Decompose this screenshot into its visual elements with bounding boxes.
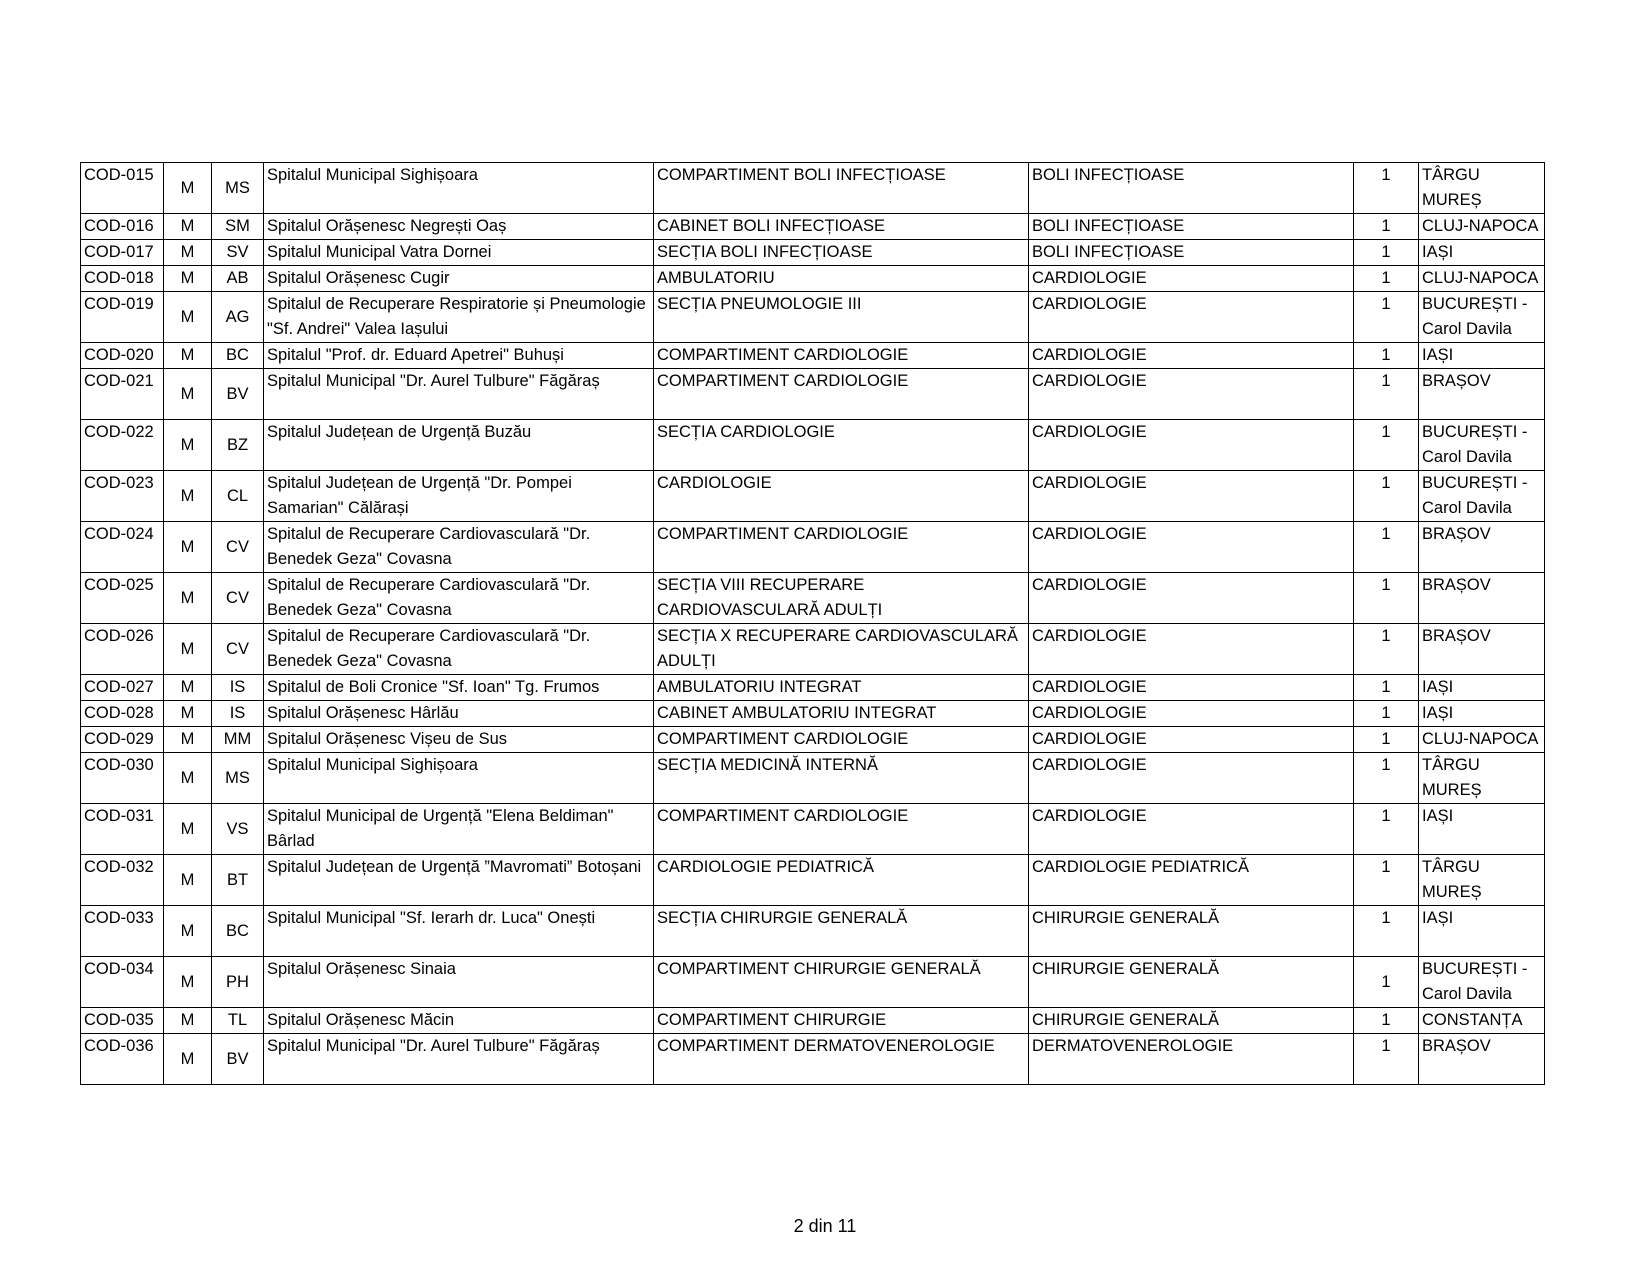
cell-center: IAȘI bbox=[1419, 906, 1545, 957]
cell-section: SECȚIA X RECUPERARE CARDIOVASCULARĂ ADULȚI bbox=[654, 624, 1029, 675]
cell-section: SECȚIA CARDIOLOGIE bbox=[654, 420, 1029, 471]
cell-specialty: CHIRURGIE GENERALĂ bbox=[1029, 957, 1354, 1008]
cell-center: IAȘI bbox=[1419, 675, 1545, 701]
cell-center: CLUJ-NAPOCA bbox=[1419, 266, 1545, 292]
cell-county: MS bbox=[212, 163, 264, 214]
cell-code: COD-027 bbox=[81, 675, 164, 701]
table-row bbox=[81, 369, 1545, 420]
cell-center: BRAȘOV bbox=[1419, 1034, 1545, 1085]
cell-hospital: Spitalul de Recuperare Cardiovasculară "Dr. Benedek Geza" Covasna bbox=[264, 522, 654, 573]
table-row bbox=[81, 701, 1545, 727]
cell-count: 1 bbox=[1354, 855, 1419, 906]
cell-center: BUCUREȘTI - Carol Davila bbox=[1419, 957, 1545, 1008]
cell-sex: M bbox=[164, 471, 212, 522]
cell-hospital: Spitalul Județean de Urgență ”Mavromati” Botoșani bbox=[264, 855, 654, 906]
cell-code: COD-036 bbox=[81, 1034, 164, 1085]
cell-county: TL bbox=[212, 1008, 264, 1034]
cell-center: BUCUREȘTI - Carol Davila bbox=[1419, 471, 1545, 522]
cell-sex: M bbox=[164, 624, 212, 675]
cell-section: SECȚIA PNEUMOLOGIE III bbox=[654, 292, 1029, 343]
cell-count: 1 bbox=[1354, 266, 1419, 292]
cell-sex: M bbox=[164, 804, 212, 855]
cell-count: 1 bbox=[1354, 1034, 1419, 1085]
cell-sex: M bbox=[164, 343, 212, 369]
cell-center: BRAȘOV bbox=[1419, 369, 1545, 420]
cell-code: COD-022 bbox=[81, 420, 164, 471]
cell-section: SECȚIA VIII RECUPERARE CARDIOVASCULARĂ ADULȚI bbox=[654, 573, 1029, 624]
cell-code: COD-030 bbox=[81, 753, 164, 804]
cell-code: COD-019 bbox=[81, 292, 164, 343]
cell-sex: M bbox=[164, 522, 212, 573]
cell-code: COD-024 bbox=[81, 522, 164, 573]
cell-count: 1 bbox=[1354, 471, 1419, 522]
cell-hospital: Spitalul Municipal "Sf. Ierarh dr. Luca" Onești bbox=[264, 906, 654, 957]
positions-table bbox=[80, 162, 1545, 1085]
table-row bbox=[81, 343, 1545, 369]
table-row bbox=[81, 855, 1545, 906]
cell-code: COD-035 bbox=[81, 1008, 164, 1034]
cell-sex: M bbox=[164, 266, 212, 292]
cell-hospital: Spitalul Municipal Sighișoara bbox=[264, 163, 654, 214]
cell-center: TÂRGU MUREȘ bbox=[1419, 855, 1545, 906]
cell-code: COD-021 bbox=[81, 369, 164, 420]
table-body bbox=[81, 163, 1545, 1085]
cell-specialty: CARDIOLOGIE bbox=[1029, 343, 1354, 369]
cell-section: SECȚIA BOLI INFECȚIOASE bbox=[654, 240, 1029, 266]
cell-section: CABINET AMBULATORIU INTEGRAT bbox=[654, 701, 1029, 727]
cell-hospital: Spitalul Județean de Urgență Buzău bbox=[264, 420, 654, 471]
cell-section: COMPARTIMENT CHIRURGIE GENERALĂ bbox=[654, 957, 1029, 1008]
table-row bbox=[81, 292, 1545, 343]
cell-section: AMBULATORIU INTEGRAT bbox=[654, 675, 1029, 701]
cell-center: BUCUREȘTI - Carol Davila bbox=[1419, 292, 1545, 343]
table-row bbox=[81, 675, 1545, 701]
cell-hospital: Spitalul de Recuperare Respiratorie și Pneumologie "Sf. Andrei" Valea Iașului bbox=[264, 292, 654, 343]
cell-specialty: CARDIOLOGIE bbox=[1029, 675, 1354, 701]
cell-specialty: CARDIOLOGIE bbox=[1029, 292, 1354, 343]
cell-count: 1 bbox=[1354, 701, 1419, 727]
cell-specialty: CARDIOLOGIE bbox=[1029, 369, 1354, 420]
cell-county: BV bbox=[212, 1034, 264, 1085]
cell-center: IAȘI bbox=[1419, 701, 1545, 727]
cell-center: CONSTANȚA bbox=[1419, 1008, 1545, 1034]
cell-sex: M bbox=[164, 369, 212, 420]
cell-sex: M bbox=[164, 727, 212, 753]
cell-count: 1 bbox=[1354, 957, 1419, 1008]
cell-county: SV bbox=[212, 240, 264, 266]
cell-count: 1 bbox=[1354, 369, 1419, 420]
cell-code: COD-026 bbox=[81, 624, 164, 675]
cell-sex: M bbox=[164, 1008, 212, 1034]
table-row bbox=[81, 163, 1545, 214]
cell-specialty: CARDIOLOGIE bbox=[1029, 753, 1354, 804]
cell-center: TÂRGU MUREȘ bbox=[1419, 163, 1545, 214]
cell-specialty: CARDIOLOGIE bbox=[1029, 420, 1354, 471]
cell-code: COD-029 bbox=[81, 727, 164, 753]
cell-county: BV bbox=[212, 369, 264, 420]
cell-sex: M bbox=[164, 1034, 212, 1085]
cell-center: CLUJ-NAPOCA bbox=[1419, 727, 1545, 753]
cell-section: SECȚIA MEDICINĂ INTERNĂ bbox=[654, 753, 1029, 804]
table-row bbox=[81, 957, 1545, 1008]
cell-center: BUCUREȘTI - Carol Davila bbox=[1419, 420, 1545, 471]
cell-county: MS bbox=[212, 753, 264, 804]
cell-hospital: Spitalul Orășenesc Măcin bbox=[264, 1008, 654, 1034]
cell-code: COD-023 bbox=[81, 471, 164, 522]
cell-county: IS bbox=[212, 675, 264, 701]
cell-specialty: CARDIOLOGIE PEDIATRICĂ bbox=[1029, 855, 1354, 906]
cell-sex: M bbox=[164, 420, 212, 471]
cell-code: COD-016 bbox=[81, 214, 164, 240]
cell-count: 1 bbox=[1354, 906, 1419, 957]
cell-hospital: Spitalul Municipal "Dr. Aurel Tulbure" Făgăraș bbox=[264, 369, 654, 420]
cell-count: 1 bbox=[1354, 420, 1419, 471]
cell-sex: M bbox=[164, 240, 212, 266]
cell-county: CL bbox=[212, 471, 264, 522]
cell-section: COMPARTIMENT CHIRURGIE bbox=[654, 1008, 1029, 1034]
table-row bbox=[81, 906, 1545, 957]
cell-hospital: Spitalul Municipal Vatra Dornei bbox=[264, 240, 654, 266]
cell-county: IS bbox=[212, 701, 264, 727]
page-number: 2 din 11 bbox=[793, 1216, 857, 1236]
table-row bbox=[81, 804, 1545, 855]
cell-code: COD-015 bbox=[81, 163, 164, 214]
cell-hospital: Spitalul de Recuperare Cardiovasculară "Dr. Benedek Geza" Covasna bbox=[264, 573, 654, 624]
cell-specialty: CARDIOLOGIE bbox=[1029, 701, 1354, 727]
cell-county: VS bbox=[212, 804, 264, 855]
cell-section: SECȚIA CHIRURGIE GENERALĂ bbox=[654, 906, 1029, 957]
cell-sex: M bbox=[164, 753, 212, 804]
table-row bbox=[81, 753, 1545, 804]
cell-sex: M bbox=[164, 214, 212, 240]
cell-section: CARDIOLOGIE PEDIATRICĂ bbox=[654, 855, 1029, 906]
table-row bbox=[81, 240, 1545, 266]
cell-center: BRAȘOV bbox=[1419, 573, 1545, 624]
cell-hospital: Spitalul de Boli Cronice "Sf. Ioan" Tg. Frumos bbox=[264, 675, 654, 701]
table-row bbox=[81, 471, 1545, 522]
cell-hospital: Spitalul Municipal "Dr. Aurel Tulbure" Făgăraș bbox=[264, 1034, 654, 1085]
cell-hospital: Spitalul Județean de Urgență "Dr. Pompei Samarian" Călărași bbox=[264, 471, 654, 522]
cell-sex: M bbox=[164, 573, 212, 624]
cell-count: 1 bbox=[1354, 522, 1419, 573]
cell-specialty: CHIRURGIE GENERALĂ bbox=[1029, 906, 1354, 957]
cell-specialty: CARDIOLOGIE bbox=[1029, 624, 1354, 675]
cell-specialty: BOLI INFECȚIOASE bbox=[1029, 163, 1354, 214]
cell-hospital: Spitalul Orășenesc Cugir bbox=[264, 266, 654, 292]
cell-hospital: Spitalul Orășenesc Negrești Oaș bbox=[264, 214, 654, 240]
cell-code: COD-032 bbox=[81, 855, 164, 906]
cell-section: COMPARTIMENT BOLI INFECȚIOASE bbox=[654, 163, 1029, 214]
cell-count: 1 bbox=[1354, 1008, 1419, 1034]
cell-code: COD-031 bbox=[81, 804, 164, 855]
cell-section: COMPARTIMENT DERMATOVENEROLOGIE bbox=[654, 1034, 1029, 1085]
cell-code: COD-025 bbox=[81, 573, 164, 624]
table-row bbox=[81, 573, 1545, 624]
cell-code: COD-033 bbox=[81, 906, 164, 957]
cell-hospital: Spitalul Orășenesc Hârlău bbox=[264, 701, 654, 727]
cell-section: AMBULATORIU bbox=[654, 266, 1029, 292]
cell-sex: M bbox=[164, 701, 212, 727]
cell-specialty: CARDIOLOGIE bbox=[1029, 573, 1354, 624]
cell-count: 1 bbox=[1354, 292, 1419, 343]
cell-hospital: Spitalul Municipal de Urgență "Elena Beldiman" Bârlad bbox=[264, 804, 654, 855]
cell-count: 1 bbox=[1354, 163, 1419, 214]
cell-hospital: Spitalul "Prof. dr. Eduard Apetrei" Buhuși bbox=[264, 343, 654, 369]
cell-count: 1 bbox=[1354, 753, 1419, 804]
cell-specialty: CHIRURGIE GENERALĂ bbox=[1029, 1008, 1354, 1034]
cell-section: COMPARTIMENT CARDIOLOGIE bbox=[654, 727, 1029, 753]
cell-county: CV bbox=[212, 573, 264, 624]
cell-specialty: CARDIOLOGIE bbox=[1029, 727, 1354, 753]
cell-center: IAȘI bbox=[1419, 343, 1545, 369]
cell-county: CV bbox=[212, 624, 264, 675]
cell-sex: M bbox=[164, 163, 212, 214]
cell-section: COMPARTIMENT CARDIOLOGIE bbox=[654, 522, 1029, 573]
cell-county: SM bbox=[212, 214, 264, 240]
cell-specialty: CARDIOLOGIE bbox=[1029, 266, 1354, 292]
table-row bbox=[81, 727, 1545, 753]
cell-sex: M bbox=[164, 292, 212, 343]
cell-sex: M bbox=[164, 675, 212, 701]
cell-specialty: DERMATOVENEROLOGIE bbox=[1029, 1034, 1354, 1085]
cell-county: BC bbox=[212, 343, 264, 369]
cell-specialty: CARDIOLOGIE bbox=[1029, 804, 1354, 855]
cell-count: 1 bbox=[1354, 727, 1419, 753]
cell-hospital: Spitalul de Recuperare Cardiovasculară "Dr. Benedek Geza" Covasna bbox=[264, 624, 654, 675]
cell-section: COMPARTIMENT CARDIOLOGIE bbox=[654, 804, 1029, 855]
table-row bbox=[81, 522, 1545, 573]
cell-count: 1 bbox=[1354, 573, 1419, 624]
cell-county: BZ bbox=[212, 420, 264, 471]
cell-code: COD-018 bbox=[81, 266, 164, 292]
cell-code: COD-028 bbox=[81, 701, 164, 727]
cell-specialty: BOLI INFECȚIOASE bbox=[1029, 214, 1354, 240]
cell-section: CARDIOLOGIE bbox=[654, 471, 1029, 522]
cell-center: IAȘI bbox=[1419, 240, 1545, 266]
cell-hospital: Spitalul Orășenesc Vișeu de Sus bbox=[264, 727, 654, 753]
cell-county: CV bbox=[212, 522, 264, 573]
cell-county: AG bbox=[212, 292, 264, 343]
cell-section: COMPARTIMENT CARDIOLOGIE bbox=[654, 369, 1029, 420]
cell-sex: M bbox=[164, 855, 212, 906]
cell-count: 1 bbox=[1354, 804, 1419, 855]
cell-specialty: CARDIOLOGIE bbox=[1029, 522, 1354, 573]
table-row bbox=[81, 420, 1545, 471]
cell-center: BRAȘOV bbox=[1419, 624, 1545, 675]
cell-county: MM bbox=[212, 727, 264, 753]
cell-count: 1 bbox=[1354, 343, 1419, 369]
table-row bbox=[81, 1034, 1545, 1085]
cell-count: 1 bbox=[1354, 624, 1419, 675]
cell-hospital: Spitalul Municipal Sighișoara bbox=[264, 753, 654, 804]
cell-specialty: CARDIOLOGIE bbox=[1029, 471, 1354, 522]
cell-sex: M bbox=[164, 906, 212, 957]
cell-section: COMPARTIMENT CARDIOLOGIE bbox=[654, 343, 1029, 369]
cell-specialty: BOLI INFECȚIOASE bbox=[1029, 240, 1354, 266]
table-row bbox=[81, 1008, 1545, 1034]
cell-center: TÂRGU MUREȘ bbox=[1419, 753, 1545, 804]
cell-county: BT bbox=[212, 855, 264, 906]
cell-count: 1 bbox=[1354, 240, 1419, 266]
table-row bbox=[81, 214, 1545, 240]
cell-county: AB bbox=[212, 266, 264, 292]
cell-code: COD-020 bbox=[81, 343, 164, 369]
cell-sex: M bbox=[164, 957, 212, 1008]
cell-count: 1 bbox=[1354, 675, 1419, 701]
cell-county: PH bbox=[212, 957, 264, 1008]
cell-center: CLUJ-NAPOCA bbox=[1419, 214, 1545, 240]
cell-county: BC bbox=[212, 906, 264, 957]
cell-section: CABINET BOLI INFECȚIOASE bbox=[654, 214, 1029, 240]
cell-hospital: Spitalul Orășenesc Sinaia bbox=[264, 957, 654, 1008]
cell-code: COD-034 bbox=[81, 957, 164, 1008]
cell-center: IAȘI bbox=[1419, 804, 1545, 855]
table-row bbox=[81, 624, 1545, 675]
cell-code: COD-017 bbox=[81, 240, 164, 266]
cell-count: 1 bbox=[1354, 214, 1419, 240]
cell-center: BRAȘOV bbox=[1419, 522, 1545, 573]
table-row bbox=[81, 266, 1545, 292]
